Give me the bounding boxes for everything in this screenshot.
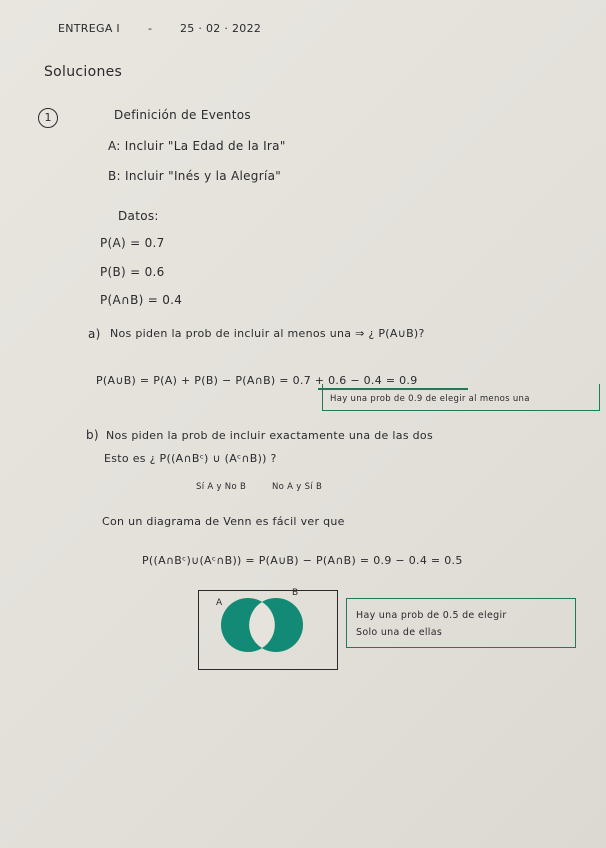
venn-label-a: A bbox=[216, 598, 223, 608]
definition-b: B: Incluir "Inés y la Alegría" bbox=[108, 169, 282, 183]
header-date: 25 · 02 · 2022 bbox=[180, 22, 262, 35]
venn-label-b: B bbox=[292, 588, 299, 598]
part-a-label: a) bbox=[88, 327, 101, 341]
part-b-question: Nos piden la prob de incluir exactamente una de las dos bbox=[106, 429, 433, 442]
header-separator: - bbox=[148, 22, 153, 35]
note-si-a-no-b: Sí A y No B bbox=[196, 482, 247, 492]
part-a-answer: Hay una prob de 0.9 de elegir al menos una bbox=[330, 394, 530, 404]
part-b-label: b) bbox=[86, 428, 99, 442]
part-b-formula: P((A∩Bᶜ)∪(Aᶜ∩B)) = P(A∪B) − P(A∩B) = 0.9 − 0.4 = 0.5 bbox=[142, 554, 463, 567]
prob-a-and-b: P(A∩B) = 0.4 bbox=[100, 293, 183, 307]
note-no-a-si-b: No A y Sí B bbox=[272, 482, 323, 492]
answer-box-b bbox=[346, 598, 576, 648]
part-b-esto: Esto es ¿ P((A∩Bᶜ) ∪ (Aᶜ∩B)) ? bbox=[104, 452, 277, 465]
part-a-formula: P(A∪B) = P(A) + P(B) − P(A∩B) = 0.7 + 0.6 − 0.4 = 0.9 bbox=[96, 374, 418, 387]
part-b-answer-line1: Hay una prob de 0.5 de elegir bbox=[356, 610, 507, 621]
venn-intro: Con un diagrama de Venn es fácil ver que bbox=[102, 515, 345, 528]
definitions-heading: Definición de Eventos bbox=[114, 108, 251, 122]
part-a-question: Nos piden la prob de incluir al menos una ⇒ ¿ P(A∪B)? bbox=[110, 327, 425, 340]
exercise-number: 1 bbox=[38, 108, 58, 128]
prob-b: P(B) = 0.6 bbox=[100, 265, 165, 279]
data-heading: Datos: bbox=[118, 209, 159, 223]
header-title: ENTREGA I bbox=[58, 22, 120, 35]
part-b-answer-line2: Solo una de ellas bbox=[356, 627, 443, 638]
prob-a: P(A) = 0.7 bbox=[100, 236, 165, 250]
section-title: Soluciones bbox=[44, 64, 123, 80]
definition-a: A: Incluir "La Edad de la Ira" bbox=[108, 139, 286, 153]
